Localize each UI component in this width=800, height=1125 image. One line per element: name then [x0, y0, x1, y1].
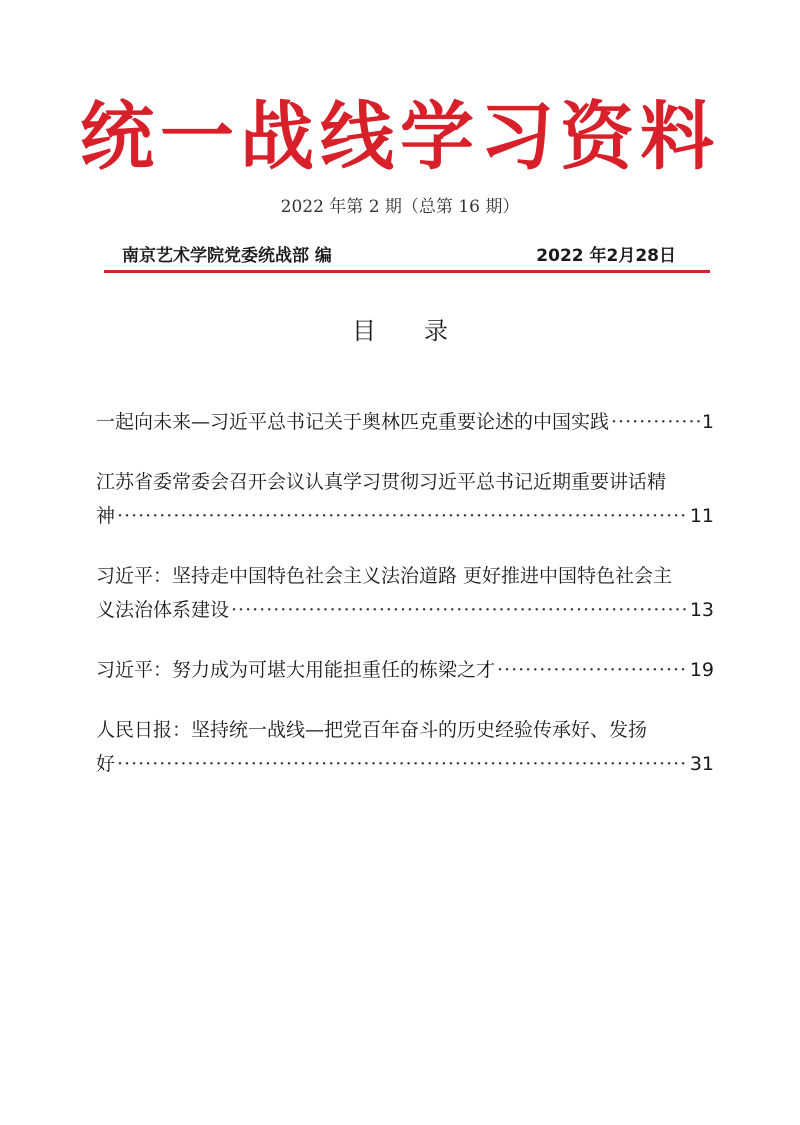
table-of-contents: [96, 405, 714, 781]
toc-page-number: 31: [689, 753, 714, 775]
dot-leader: [231, 593, 688, 627]
toc-entry-title-line1: 江苏省委常委会召开会议认真学习贯彻习近平总书记近期重要讲话精: [96, 471, 667, 493]
dot-leader: [611, 405, 700, 439]
toc-heading-right: 录: [424, 317, 448, 345]
masthead-title: 统一战线学习资料: [80, 94, 720, 180]
issue-number: 2022 年第 2 期（总第 16 期）: [280, 197, 520, 217]
toc-entry-title: 一起向未来—习近平总书记关于奥林匹克重要论述的中国实践: [96, 411, 610, 433]
toc-entry-title-line2: 义法治体系建设: [96, 599, 230, 621]
header-rule: [104, 270, 710, 273]
dot-leader: [117, 499, 688, 533]
dot-leader: [117, 747, 688, 781]
toc-entry-1[interactable]: [96, 405, 714, 439]
toc-entry-title-line2: 好: [96, 753, 116, 775]
toc-entry-4[interactable]: [96, 653, 714, 687]
toc-entry-3[interactable]: [96, 559, 714, 627]
publish-date: 2022 年2月28日: [536, 246, 676, 266]
toc-entry-2[interactable]: [96, 465, 714, 533]
dot-leader: [497, 653, 688, 687]
toc-entry-title-line1: 习近平：坚持走中国特色社会主义法治道路 更好推进中国特色社会主: [96, 565, 673, 587]
toc-entry-title-line2: 神: [96, 505, 116, 527]
toc-page-number: 11: [689, 505, 714, 527]
toc-heading: [0, 311, 800, 346]
toc-entry-5[interactable]: [96, 713, 714, 781]
toc-page-number: 1: [701, 411, 714, 433]
publisher: 南京艺术学院党委统战部 编: [122, 246, 332, 266]
toc-entry-title-line1: 人民日报：坚持统一战线—把党百年奋斗的历史经验传承好、发扬: [96, 719, 648, 741]
toc-page-number: 13: [689, 599, 714, 621]
toc-page-number: 19: [689, 659, 714, 681]
toc-heading-left: 目: [352, 317, 376, 345]
toc-entry-title: 习近平：努力成为可堪大用能担重任的栋梁之才: [96, 659, 496, 681]
